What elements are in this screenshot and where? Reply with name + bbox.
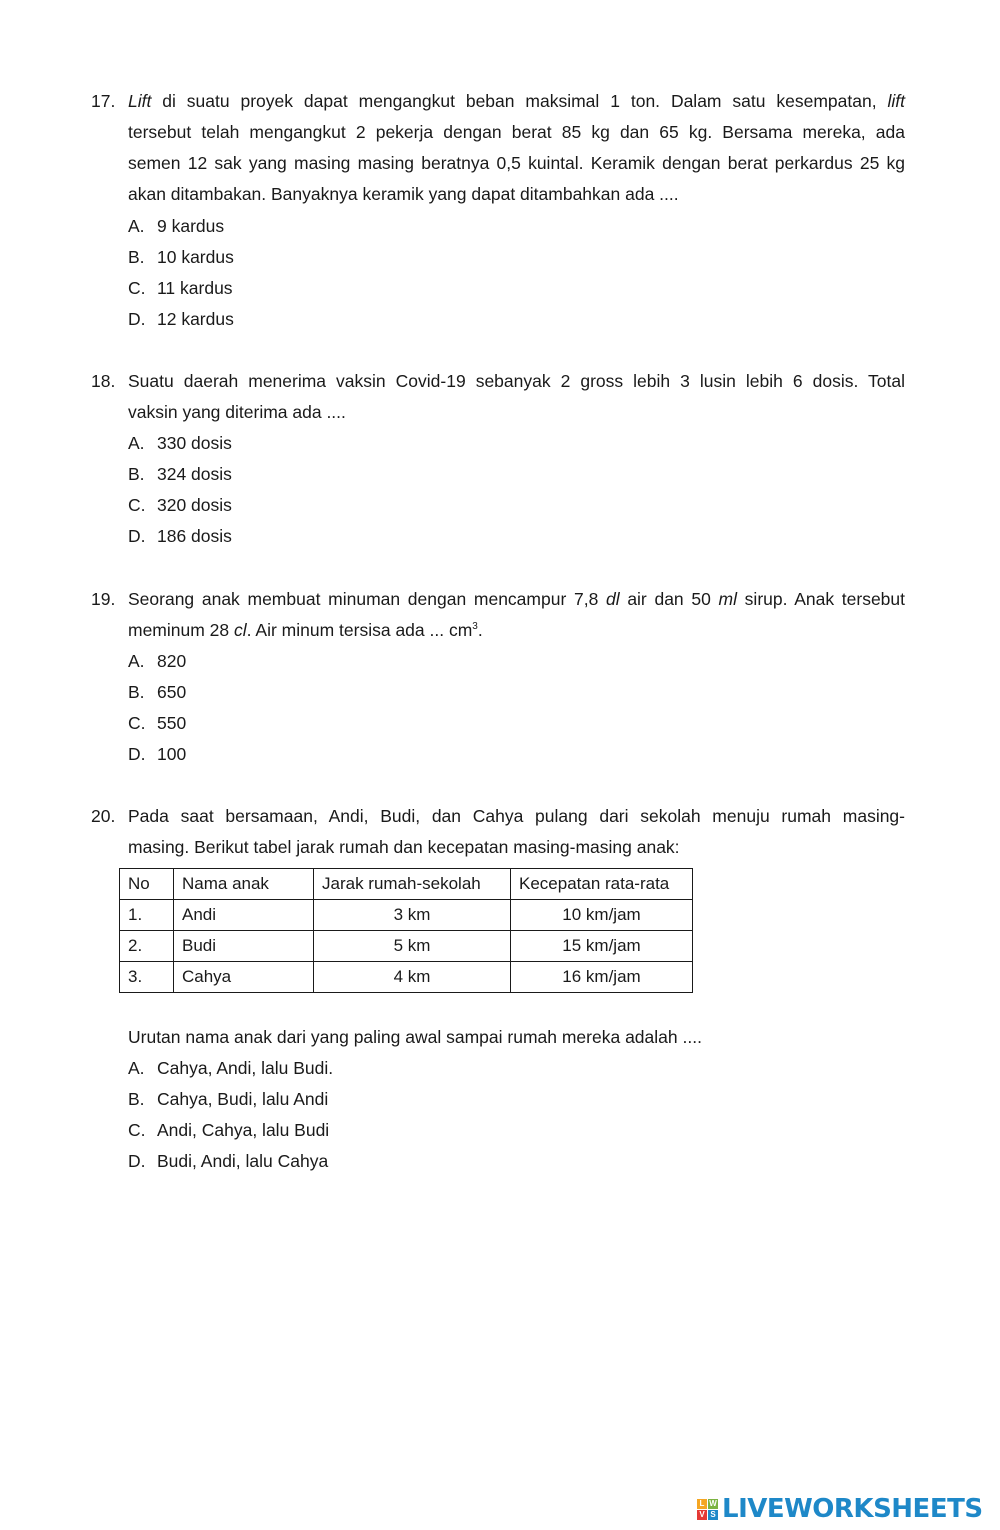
question-number: 19. — [91, 589, 116, 609]
table-cell: 3. — [120, 962, 174, 993]
table-header-row — [120, 869, 693, 900]
table-row — [120, 931, 693, 962]
table-cell: 15 km/jam — [511, 931, 693, 962]
question-text-line: Seorang anak membuat minuman dengan mencampur 7,8 dl air dan 50 ml sirup. Anak tersebut — [128, 589, 906, 609]
logo-text: LIVEWORKSHEETS — [722, 1494, 983, 1524]
table-cell: 2. — [120, 931, 174, 962]
answer-option-a[interactable]: A. Cahya, Andi, lalu Budi. — [128, 1058, 334, 1078]
table-header: Nama anak — [174, 869, 314, 900]
question-number: 20. — [91, 806, 116, 826]
answer-option-c[interactable]: C. 550 — [128, 713, 187, 733]
question-text-line: tersebut telah mengangkut 2 pekerja dengan berat 85 kg dan 65 kg. Bersama mereka, ada — [128, 122, 905, 142]
answer-option-b[interactable]: B. 10 kardus — [128, 247, 234, 267]
question-prompt: Urutan nama anak dari yang paling awal sampai rumah mereka adalah .... — [128, 1027, 702, 1047]
answer-option-b[interactable]: B. 324 dosis — [128, 464, 232, 484]
question-text-line: Pada saat bersamaan, Andi, Budi, dan Cahya pulang dari sekolah menuju rumah masing- — [128, 806, 905, 826]
table-cell: 16 km/jam — [511, 962, 693, 993]
table-cell: 10 km/jam — [511, 900, 693, 931]
answer-option-d[interactable]: D. 12 kardus — [128, 309, 234, 329]
table-header: No — [120, 869, 174, 900]
question-text-line: akan ditambakan. Banyaknya keramik yang dapat ditambahkan ada .... — [128, 184, 679, 204]
table-cell: Andi — [174, 900, 314, 931]
answer-option-d[interactable]: D. Budi, Andi, lalu Cahya — [128, 1151, 329, 1171]
question-text-line: Lift di suatu proyek dapat mengangkut beban maksimal 1 ton. Dalam satu kesempatan, lift — [128, 91, 905, 111]
table-cell: Budi — [174, 931, 314, 962]
answer-option-d[interactable]: D. 186 dosis — [128, 526, 232, 546]
answer-option-c[interactable]: C. 11 kardus — [128, 278, 233, 298]
answer-option-b[interactable]: B. 650 — [128, 682, 187, 702]
table-cell: Cahya — [174, 962, 314, 993]
question-text-line: semen 12 sak yang masing masing beratnya 0,5 kuintal. Keramik dengan berat perkardus 25 kg — [128, 153, 905, 173]
table-cell: 4 km — [314, 962, 511, 993]
answer-option-b[interactable]: B. Cahya, Budi, lalu Andi — [128, 1089, 329, 1109]
question-text-line: meminum 28 cl. Air minum tersisa ada ... $cm^3$. — [128, 620, 483, 640]
answer-option-c[interactable]: C. 320 dosis — [128, 495, 232, 515]
question-text-line: Suatu daerah menerima vaksin Covid-19 sebanyak 2 gross lebih 3 lusin lebih 6 dosis. Total — [128, 371, 905, 391]
table-header: Kecepatan rata-rata — [511, 869, 693, 900]
liveworksheets-logo — [697, 1494, 983, 1524]
question-text-line: vaksin yang diterima ada .... — [128, 402, 346, 422]
answer-option-a[interactable]: A. 9 kardus — [128, 216, 225, 236]
question-number: 18. — [91, 371, 116, 391]
answer-option-a[interactable]: A. 820 — [128, 651, 187, 671]
question-number: 17. — [91, 91, 116, 111]
logo-mark-icon: L W V S — [697, 1499, 718, 1520]
table-cell: 5 km — [314, 931, 511, 962]
table-row — [120, 962, 693, 993]
table-header: Jarak rumah-sekolah — [314, 869, 511, 900]
table-row — [120, 900, 693, 931]
answer-option-a[interactable]: A. 330 dosis — [128, 433, 232, 453]
answer-option-c[interactable]: C. Andi, Cahya, lalu Budi — [128, 1120, 330, 1140]
table-cell: 1. — [120, 900, 174, 931]
answer-option-d[interactable]: D. 100 — [128, 744, 187, 764]
distance-speed-table — [119, 868, 693, 993]
question-text-line: masing. Berikut tabel jarak rumah dan kecepatan masing-masing anak: — [128, 837, 680, 857]
table-cell: 3 km — [314, 900, 511, 931]
